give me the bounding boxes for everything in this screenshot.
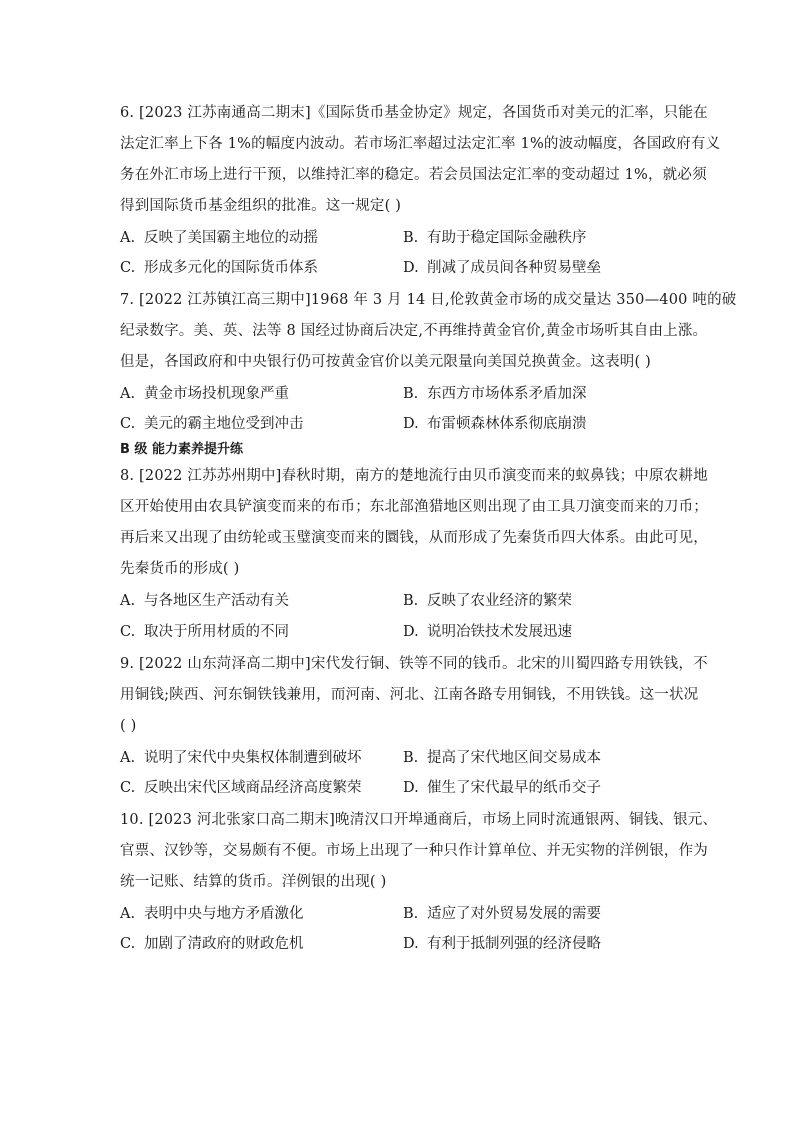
option-text: 布雷顿森林体系彻底崩溃 — [427, 416, 587, 432]
question-9-option-c — [120, 778, 362, 798]
option-text: 有利于抵制列强的经济侵略 — [427, 936, 601, 952]
option-key: D. — [403, 624, 419, 640]
option-text: 反映出宋代区域商品经济高度繁荣 — [144, 780, 362, 796]
question-7-option-d — [403, 414, 587, 434]
question-8-line-4: 先秦货币的形成( ) — [120, 561, 240, 577]
question-9-option-b — [403, 748, 601, 768]
question-6-line-4: 得到国际货币基金组织的批准。这一规定( ) — [120, 198, 402, 214]
question-8-line-2: 区开始使用由农具铲演变而来的布币；东北部渔猎地区则出现了由工具刀演变而来的刀币； — [120, 499, 708, 515]
question-8-option-c — [120, 622, 289, 642]
option-key: D. — [403, 416, 419, 432]
option-key: C. — [120, 416, 136, 432]
option-text: 形成多元化的国际货币体系 — [144, 260, 318, 276]
question-6-option-d — [403, 258, 601, 278]
question-10-line-3: 统一记账、结算的货币。洋例银的出现( ) — [120, 874, 387, 890]
question-7-option-a — [120, 384, 289, 404]
option-text: 反映了美国霸主地位的动摇 — [144, 230, 318, 246]
option-text: 说明了宋代中央集权体制遭到破坏 — [144, 750, 362, 766]
question-10-line-1: 10. [2023 河北张家口高二期末]晚清汉口开埠通商后，市场上同时流通银两、铜钱、银元、 — [120, 812, 718, 828]
question-7-line-2: 纪录数字。美、英、法等 8 国经过协商后决定,不再维持黄金官价,黄金市场听其自由上涨。 — [120, 323, 708, 339]
option-key: C. — [120, 780, 136, 796]
option-key: A. — [120, 593, 136, 609]
question-10-option-b — [403, 904, 601, 924]
option-key: A. — [120, 386, 136, 402]
option-text: 取决于所用材质的不同 — [144, 624, 289, 640]
option-text: 削减了成员间各种贸易壁垒 — [427, 260, 601, 276]
question-9-line-1: 9. [2022 山东菏泽高二期中]宋代发行铜、铁等不同的钱币。北宋的川蜀四路专用铁钱，不 — [120, 656, 708, 672]
question-7-line-1: 7. [2022 江苏镇江高三期中]1968 年 3 月 14 日,伦敦黄金市场的成交量达 350—400 吨的破 — [120, 292, 737, 308]
option-key: B. — [403, 750, 419, 766]
option-text: 适应了对外贸易发展的需要 — [427, 906, 601, 922]
option-key: B. — [403, 593, 419, 609]
option-text: 东西方市场体系矛盾加深 — [427, 386, 587, 402]
question-6-option-c — [120, 258, 318, 278]
option-text: 有助于稳定国际金融秩序 — [427, 230, 587, 246]
question-9-line-2: 用铜钱;陕西、河东铜铁钱兼用，而河南、河北、江南各路专用铜钱，不用铁钱。这一状况 — [120, 687, 699, 703]
option-key: D. — [403, 260, 419, 276]
option-text: 表明中央与地方矛盾激化 — [144, 906, 304, 922]
option-key: A. — [120, 230, 136, 246]
option-text: 黄金市场投机现象严重 — [144, 386, 289, 402]
option-key: B. — [403, 906, 419, 922]
question-8-option-d — [403, 622, 572, 642]
option-key: A. — [120, 750, 136, 766]
option-text: 催生了宋代最早的纸币交子 — [427, 780, 601, 796]
option-text: 提高了宋代地区间交易成本 — [427, 750, 601, 766]
question-6-line-2: 法定汇率上下各 1%的幅度内波动。若市场汇率超过法定汇率 1%的波动幅度，各国政府有义 — [120, 136, 721, 152]
question-6-line-1: 6. [2023 江苏南通高二期末]《国际货币基金协定》规定，各国货币对美元的汇率，只能在 — [120, 105, 708, 121]
question-7-option-c — [120, 414, 304, 434]
option-key: A. — [120, 906, 136, 922]
question-6-line-3: 务在外汇市场上进行干预，以维持汇率的稳定。若会员国法定汇率的变动超过 1%，就必须 — [120, 167, 707, 183]
option-key: D. — [403, 936, 419, 952]
question-9-option-a — [120, 748, 362, 768]
option-key: B. — [403, 230, 419, 246]
section-heading-b: B 级 能力素养提升练 — [120, 442, 243, 457]
option-text: 加剧了清政府的财政危机 — [144, 936, 304, 952]
option-text: 美元的霸主地位受到冲击 — [144, 416, 304, 432]
question-8-option-a — [120, 591, 289, 611]
option-key: C. — [120, 624, 136, 640]
question-10-option-d — [403, 934, 601, 954]
option-key: B. — [403, 386, 419, 402]
question-6-option-a — [120, 228, 318, 248]
option-text: 与各地区生产活动有关 — [144, 593, 289, 609]
option-text: 反映了农业经济的繁荣 — [427, 593, 572, 609]
question-8-option-b — [403, 591, 572, 611]
question-8-line-3: 再后来又出现了由纺轮或玉璧演变而来的圜钱，从而形成了先秦货币四大体系。由此可见， — [120, 530, 708, 546]
question-10-option-c — [120, 934, 304, 954]
question-9-option-d — [403, 778, 601, 798]
option-text: 说明冶铁技术发展迅速 — [427, 624, 572, 640]
question-10-line-2: 官票、汉钞等，交易颇有不便。市场上出现了一种只作计算单位、并无实物的洋例银，作为 — [120, 843, 708, 859]
question-9-line-3: ( ) — [120, 718, 137, 734]
question-7-option-b — [403, 384, 587, 404]
question-7-line-3: 但是，各国政府和中央银行仍可按黄金官价以美元限量向美国兑换黄金。这表明( ) — [120, 354, 652, 370]
question-6-option-b — [403, 228, 587, 248]
option-key: D. — [403, 780, 419, 796]
question-8-line-1: 8. [2022 江苏苏州期中]春秋时期，南方的楚地流行由贝币演变而来的蚁鼻钱；中原农耕地 — [120, 468, 708, 484]
option-key: C. — [120, 936, 136, 952]
question-10-option-a — [120, 904, 304, 924]
option-key: C. — [120, 260, 136, 276]
